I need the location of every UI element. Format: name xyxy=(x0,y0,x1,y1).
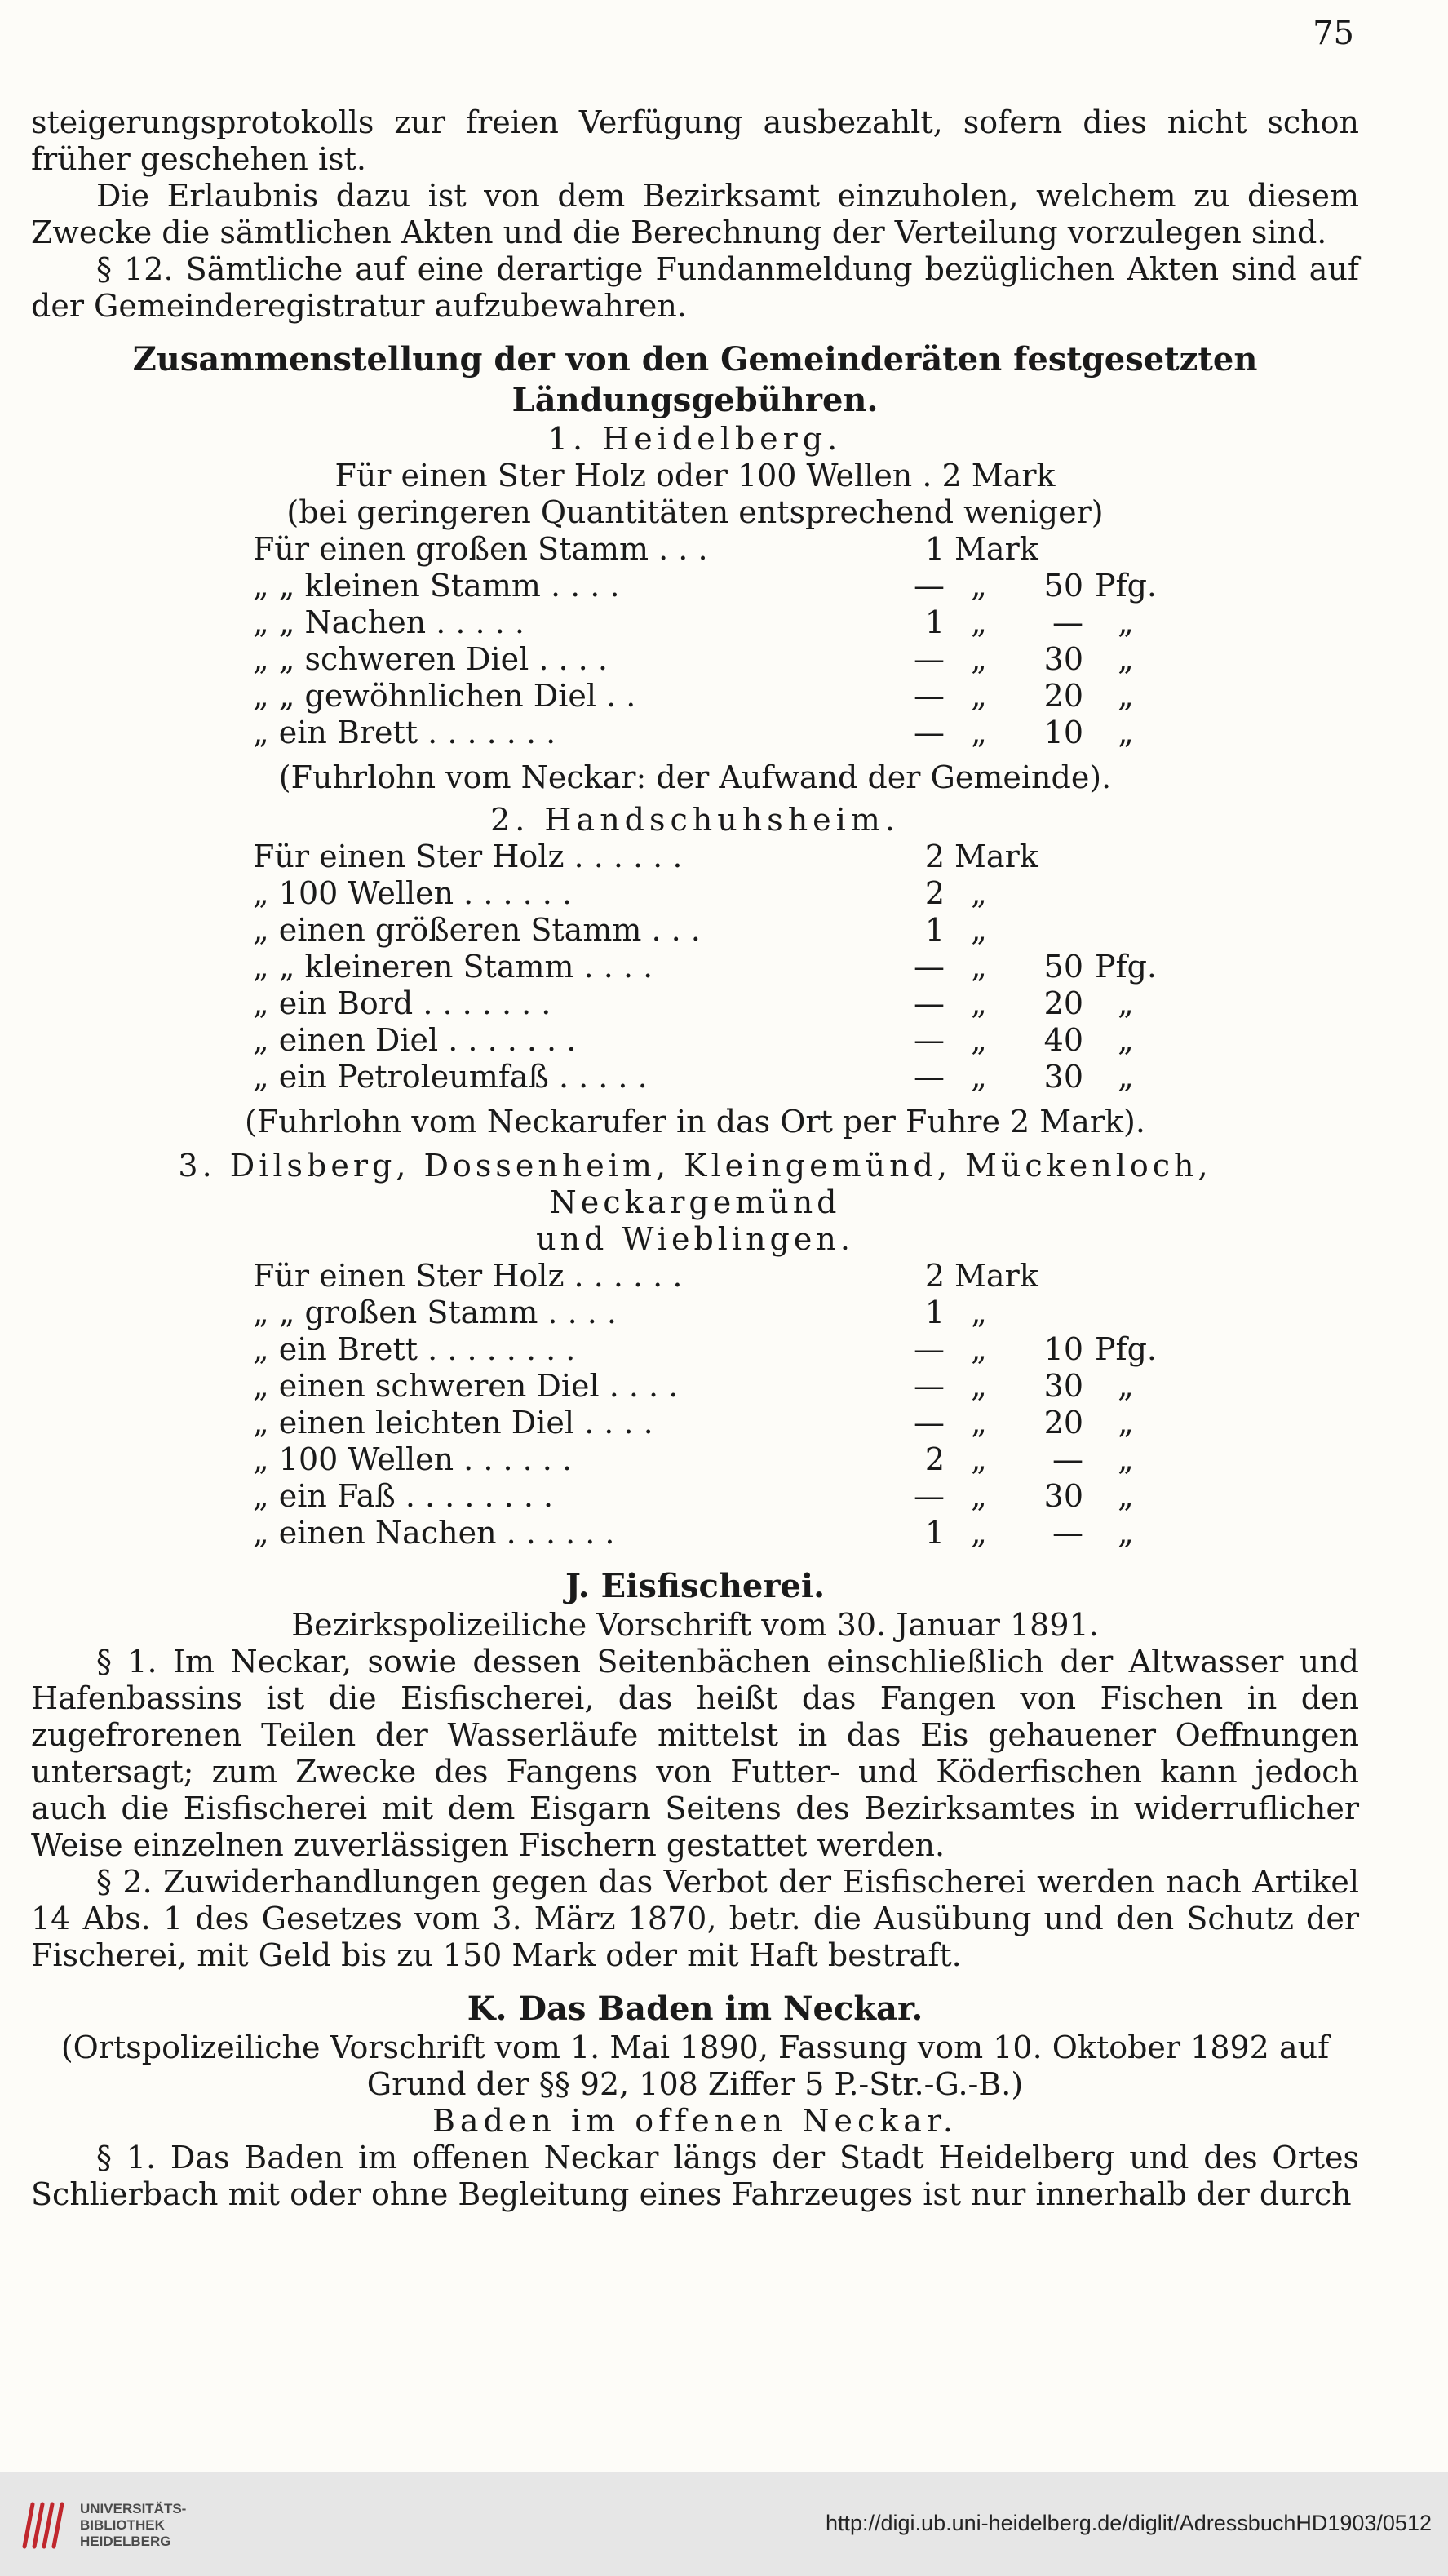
fee-pfennig-amount xyxy=(1003,912,1093,949)
section-k-subtitle-line-2: Grund der §§ 92, 108 Ziffer 5 P.-Str.-G.-B.) xyxy=(366,2066,1024,2102)
logo-line-2: BIBLIOTHEK xyxy=(80,2517,165,2533)
fee-item: „ einen Diel . . . . . . . xyxy=(253,1022,577,1058)
fee-row xyxy=(253,1331,1191,1368)
fee-row xyxy=(253,1059,1191,1095)
heidelberg-note: (bei geringeren Quantitäten entsprechend weniger) xyxy=(286,494,1104,530)
logo-line-3: HEIDELBERG xyxy=(80,2534,171,2549)
fee-item: „ ein Brett . . . . . . . xyxy=(253,715,556,750)
fee-mark-amount: — xyxy=(914,1368,945,1404)
fee-row xyxy=(253,949,1191,985)
fee-mark-unit: Mark xyxy=(954,531,1038,567)
fee-pfennig-unit: „ xyxy=(1118,1368,1134,1404)
fee-mark-amount: — xyxy=(914,1059,945,1095)
fee-pfennig-unit: „ xyxy=(1118,715,1134,750)
section-j-title: J. Eisfischerei. xyxy=(565,1567,825,1605)
fee-mark-amount: 1 xyxy=(924,1295,945,1330)
handschuhsheim-footnote: (Fuhrlohn vom Neckarufer in das Ort per Fuhre 2 Mark). xyxy=(245,1104,1145,1140)
section-j-paragraph-1: § 1. Im Neckar, sowie dessen Seitenbächen einschließlich der Altwasser und Hafenbassins ist die Eisfischerei, das heißt das Fangen von Fischen in den zugefrorenen Teilen der Wasserläufe mittelst in das Eis gehauener Oeffnungen untersagt; zum Zwecke des Fangens von Futter- und Köderfischen kann jedoch auch die Eisfischerei mit dem Eisgarn Seitens des Bezirksamtes in widerruflicher Weise einzelnen zuverlässigen Fischern gestattet werden. xyxy=(31,1644,1359,1863)
fee-pfennig-amount: 20 xyxy=(1043,678,1083,714)
fee-row xyxy=(253,912,1191,949)
fee-pfennig-amount: — xyxy=(1052,1441,1083,1477)
viewer-footer xyxy=(0,2472,1448,2576)
fee-item: „ ein Bord . . . . . . . xyxy=(253,985,551,1021)
fee-pfennig-unit xyxy=(1093,875,1158,912)
fee-mark-amount: — xyxy=(914,1022,945,1058)
fee-item: „ 100 Wellen . . . . . . xyxy=(253,875,573,911)
intro-paragraph-3: § 12. Sämtliche auf eine derartige Fundanmeldung bezüglichen Akten sind auf der Gemeinderegistratur aufzubewahren. xyxy=(31,251,1359,324)
intro-paragraph-1: steigerungsprotokolls zur freien Verfügung ausbezahlt, sofern dies nicht schon früher geschehen ist. xyxy=(31,104,1359,177)
fee-mark-unit: „ xyxy=(971,715,987,750)
fee-mark-amount: — xyxy=(914,1478,945,1514)
fee-mark-unit: „ xyxy=(971,1478,987,1514)
fee-mark-unit: „ xyxy=(971,1022,987,1058)
fee-mark-unit: „ xyxy=(971,568,987,604)
fee-item: „ einen größeren Stamm . . . xyxy=(253,912,701,948)
fee-row xyxy=(253,1258,1191,1295)
fee-mark-amount: — xyxy=(914,1331,945,1367)
fee-pfennig-unit xyxy=(1093,1295,1158,1331)
fee-pfennig-amount: 50 xyxy=(1043,568,1083,604)
section-k-subtitle-line-1: (Ortspolizeiliche Vorschrift vom 1. Mai 1890, Fassung vom 10. Oktober 1892 auf xyxy=(60,2029,1330,2065)
dilsberg-title-line-2: und Wieblingen. xyxy=(536,1221,854,1257)
fee-mark-unit: „ xyxy=(971,985,987,1021)
fee-pfennig-amount: 30 xyxy=(1043,1368,1083,1404)
fee-pfennig-amount: 10 xyxy=(1043,1331,1083,1367)
intro-paragraph-2: Die Erlaubnis dazu ist von dem Bezirksamt einzuholen, welchem zu diesem Zwecke die sämtlichen Akten und die Berechnung der Verteilung vorzulegen sind. xyxy=(31,178,1359,250)
fee-pfennig-unit: „ xyxy=(1118,985,1134,1021)
fee-pfennig-unit: „ xyxy=(1118,1478,1134,1514)
fee-mark-amount: — xyxy=(914,678,945,714)
fee-pfennig-unit: Pfg. xyxy=(1094,949,1158,985)
fee-mark-unit: „ xyxy=(971,1295,987,1330)
fee-item: „ „ schweren Diel . . . . xyxy=(253,641,608,677)
library-logo-text xyxy=(80,2501,186,2550)
fee-mark-unit: „ xyxy=(971,1059,987,1095)
fee-pfennig-amount: 20 xyxy=(1043,1405,1083,1441)
handschuhsheim-title: 2. Handschuhsheim. xyxy=(490,802,900,838)
library-logo-icon xyxy=(18,2496,67,2553)
section-k-paragraph-1: § 1. Das Baden im offenen Neckar längs der Stadt Heidelberg und des Ortes Schlierbach mit oder ohne Begleitung eines Fahrzeuges ist nur innerhalb der durch xyxy=(31,2140,1359,2212)
fee-pfennig-amount: 30 xyxy=(1043,641,1083,677)
fee-mark-amount: 2 xyxy=(924,1441,945,1477)
fee-mark-unit: „ xyxy=(971,641,987,677)
fee-item: Für einen großen Stamm . . . xyxy=(253,531,708,567)
fee-row xyxy=(253,1478,1191,1515)
dilsberg-title xyxy=(31,1148,1359,1258)
fee-item: „ ein Brett . . . . . . . . xyxy=(253,1331,576,1367)
fee-item: „ einen schweren Diel . . . . xyxy=(253,1368,679,1404)
page-number: 75 xyxy=(1313,15,1354,52)
fee-pfennig-unit: „ xyxy=(1118,1405,1134,1441)
fee-item: „ einen leichten Diel . . . . xyxy=(253,1405,653,1441)
fee-mark-unit: „ xyxy=(971,875,987,911)
fee-pfennig-unit: Pfg. xyxy=(1094,568,1158,604)
fee-row xyxy=(253,531,1191,568)
dilsberg-fee-table xyxy=(253,1258,1191,1551)
fee-row xyxy=(253,1405,1191,1441)
fee-pfennig-amount xyxy=(1003,1258,1093,1295)
fee-pfennig-amount: 50 xyxy=(1043,949,1083,985)
dilsberg-title-line-1: 3. Dilsberg, Dossenheim, Kleingemünd, Mückenloch, Neckargemünd xyxy=(178,1148,1212,1220)
fee-pfennig-unit: „ xyxy=(1118,604,1134,640)
fee-pfennig-unit: „ xyxy=(1118,641,1134,677)
section-k-title: K. Das Baden im Neckar. xyxy=(467,1990,923,2028)
fee-row xyxy=(253,839,1191,875)
fee-item: „ ein Faß . . . . . . . . xyxy=(253,1478,554,1514)
fee-mark-unit: „ xyxy=(971,912,987,948)
fee-item: „ „ großen Stamm . . . . xyxy=(253,1295,617,1330)
fee-item: Für einen Ster Holz . . . . . . xyxy=(253,1258,683,1294)
fee-row xyxy=(253,604,1191,641)
fee-mark-amount: 2 xyxy=(924,839,945,874)
fee-pfennig-amount xyxy=(1003,839,1093,875)
fee-mark-amount: 1 xyxy=(924,604,945,640)
fee-row xyxy=(253,1441,1191,1478)
fee-mark-unit: „ xyxy=(971,678,987,714)
fee-row xyxy=(253,1295,1191,1331)
fee-mark-unit: „ xyxy=(971,1441,987,1477)
fee-row xyxy=(253,985,1191,1022)
fee-row xyxy=(253,568,1191,604)
fee-pfennig-unit: „ xyxy=(1118,1022,1134,1058)
heidelberg-fee-table xyxy=(253,531,1191,751)
fee-row xyxy=(253,678,1191,715)
fee-mark-amount: — xyxy=(914,985,945,1021)
fee-mark-unit: „ xyxy=(971,1515,987,1551)
page-content xyxy=(31,16,1359,2213)
fee-pfennig-unit xyxy=(1093,531,1158,568)
fee-mark-amount: — xyxy=(914,568,945,604)
fee-item: „ einen Nachen . . . . . . xyxy=(253,1515,615,1551)
fee-mark-unit: „ xyxy=(971,1331,987,1367)
fee-item: „ „ kleinen Stamm . . . . xyxy=(253,568,620,604)
fee-mark-unit: Mark xyxy=(954,839,1038,874)
fee-pfennig-amount: 30 xyxy=(1043,1478,1083,1514)
fee-mark-amount: 2 xyxy=(924,1258,945,1294)
fee-mark-amount: — xyxy=(914,1405,945,1441)
fee-pfennig-unit: Pfg. xyxy=(1094,1331,1158,1367)
fee-item: Für einen Ster Holz . . . . . . xyxy=(253,839,683,874)
fee-row xyxy=(253,715,1191,751)
fee-pfennig-unit: „ xyxy=(1118,678,1134,714)
fee-mark-unit: Mark xyxy=(954,1258,1038,1294)
fee-pfennig-unit xyxy=(1093,1258,1158,1295)
fee-pfennig-amount: — xyxy=(1052,604,1083,640)
fee-mark-amount: — xyxy=(914,715,945,750)
fee-pfennig-amount xyxy=(1003,1295,1093,1331)
fee-item: „ ein Petroleumfaß . . . . . xyxy=(253,1059,648,1095)
fee-mark-amount: — xyxy=(914,949,945,985)
fee-pfennig-unit xyxy=(1093,839,1158,875)
fee-item: „ „ Nachen . . . . . xyxy=(253,604,525,640)
fee-pfennig-amount: 40 xyxy=(1043,1022,1083,1058)
fee-pfennig-unit xyxy=(1093,912,1158,949)
fee-row xyxy=(253,1515,1191,1551)
section-k-heading: Baden im offenen Neckar. xyxy=(432,2103,958,2139)
fee-pfennig-amount xyxy=(1003,531,1093,568)
fee-row xyxy=(253,1022,1191,1059)
fee-item: „ „ kleineren Stamm . . . . xyxy=(253,949,653,985)
fee-pfennig-amount: 10 xyxy=(1043,715,1083,750)
fee-row xyxy=(253,875,1191,912)
fee-row xyxy=(253,641,1191,678)
fee-mark-amount: 1 xyxy=(924,531,945,567)
fee-pfennig-unit: „ xyxy=(1118,1059,1134,1095)
fees-title-line-2: Ländungsgebühren. xyxy=(511,381,879,419)
fee-mark-amount: 1 xyxy=(924,912,945,948)
fee-item: „ „ gewöhnlichen Diel . . xyxy=(253,678,636,714)
fee-mark-unit: „ xyxy=(971,949,987,985)
section-j-subtitle: Bezirkspolizeiliche Vorschrift vom 30. Januar 1891. xyxy=(291,1607,1099,1643)
fee-pfennig-amount: 30 xyxy=(1043,1059,1083,1095)
fees-section-title xyxy=(31,339,1359,421)
fees-title-line-1: Zusammenstellung der von den Gemeinderäten festgesetzten xyxy=(132,340,1258,378)
fee-pfennig-amount: — xyxy=(1052,1515,1083,1551)
fee-mark-unit: „ xyxy=(971,1368,987,1404)
heidelberg-first-line: Für einen Ster Holz oder 100 Wellen . 2 Mark xyxy=(334,458,1056,494)
fee-mark-amount: 2 xyxy=(924,875,945,911)
fee-pfennig-unit: „ xyxy=(1118,1441,1134,1477)
fee-mark-unit: „ xyxy=(971,1405,987,1441)
source-url-link[interactable]: http://digi.ub.uni-heidelberg.de/diglit/AdressbuchHD1903/0512 xyxy=(825,2511,1432,2535)
fee-row xyxy=(253,1368,1191,1405)
fee-mark-unit: „ xyxy=(971,604,987,640)
heidelberg-title: 1. Heidelberg. xyxy=(547,421,843,457)
fee-mark-amount: — xyxy=(914,641,945,677)
section-k-subtitle xyxy=(31,2029,1359,2103)
logo-line-1: UNIVERSITÄTS- xyxy=(80,2501,187,2516)
section-j-paragraph-2: § 2. Zuwiderhandlungen gegen das Verbot der Eisfischerei werden nach Artikel 14 Abs. 1 des Gesetzes vom 3. März 1870, betr. die Ausübung und den Schutz der Fischerei, mit Geld bis zu 150 Mark oder mit Haft bestraft. xyxy=(31,1864,1359,1973)
heidelberg-footnote: (Fuhrlohn vom Neckar: der Aufwand der Gemeinde). xyxy=(278,759,1112,795)
fee-pfennig-unit: „ xyxy=(1118,1515,1134,1551)
fee-item: „ 100 Wellen . . . . . . xyxy=(253,1441,573,1477)
fee-pfennig-amount: 20 xyxy=(1043,985,1083,1021)
fee-pfennig-amount xyxy=(1003,875,1093,912)
fee-mark-amount: 1 xyxy=(924,1515,945,1551)
handschuhsheim-fee-table xyxy=(253,839,1191,1095)
